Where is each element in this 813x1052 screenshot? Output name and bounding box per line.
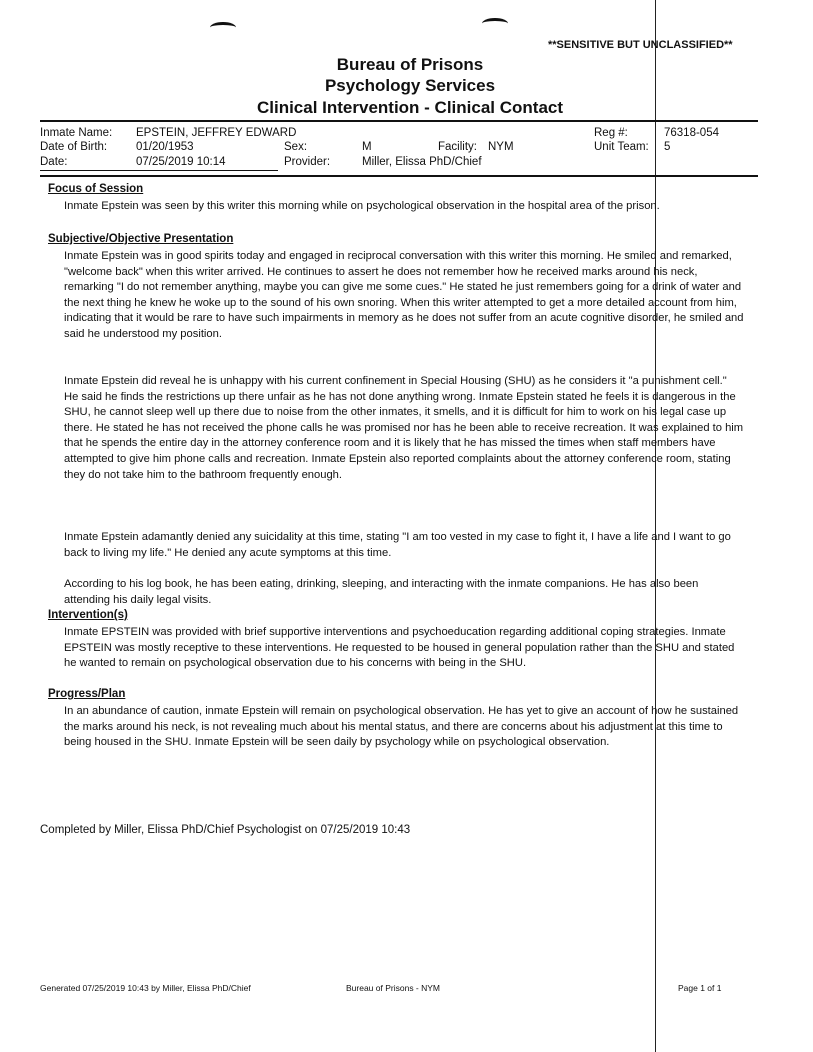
- scan-artifact-left: [210, 22, 236, 33]
- name-label: Inmate Name:: [40, 127, 113, 139]
- dob-label: Date of Birth:: [40, 141, 108, 153]
- reg-number: 76318-054: [664, 127, 719, 139]
- sex-label: Sex:: [284, 141, 308, 153]
- session-date: 07/25/2019 10:14: [136, 156, 226, 168]
- section-title-subjective: Subjective/Objective Presentation: [48, 233, 234, 245]
- header-rule-bottom: [40, 175, 758, 177]
- scan-artifact-line: [655, 0, 656, 1052]
- provider-value: Miller, Elissa PhD/Chief: [362, 156, 482, 168]
- subjective-paragraph-1: Inmate Epstein was in good spirits today and engaged in reciprocal conversation with this writer this morning. He smiled and remarked, "welcome back" when this writer arrived. He continues to assert he does not remember how he received marks around his neck, remarking "I do not remember anything, maybe you can give me some cues." He stated he just remembers going for a drink of water and the next thing he knew he woke up to the sound of his own snoring. When this writer attempted to get a more detailed account from him, indicating that it would be rare to have such impairments in memory as he does not suffer from an acute cognitive disorder, he smiled and said he understood my position.: [64, 250, 744, 340]
- subjective-paragraph-4: According to his log book, he has been eating, drinking, sleeping, and interacting with the inmate companions. He has also been attending his daily legal visits.: [64, 578, 699, 606]
- provider-label: Provider:: [284, 156, 331, 168]
- intervention-paragraph: Inmate EPSTEIN was provided with brief supportive interventions and psychoeducation regarding additional coping strategies. Inmate EPSTEIN was mostly receptive to these interventions. He requested to be housed in general population rather than the SHU and stated he wanted to remain on psychological observation due to his concerns with being in the SHU.: [64, 626, 735, 670]
- sensitivity-banner: **SENSITIVE BUT UNCLASSIFIED**: [548, 39, 733, 51]
- plan-paragraph: In an abundance of caution, inmate Epstein will remain on psychological observation. He has yet to give an account of how he sustained the marks around his neck, is not revealing much about his mental status, and there are concerns about his adjustment at this time to being housed in the SHU. Inmate Epstein will be seen daily by psychology while on psychological observation.: [64, 705, 739, 749]
- subjective-paragraph-2: Inmate Epstein did reveal he is unhappy with his current confinement in Special Housing (SHU) as he considers it "a punishment cell." He said he finds the restrictions up there unfair as he has not done anything wrong. Inmate Epstein stated he feels it is dangerous in the SHU, he cannot sleep well up there due to noise from the other inmates, it smells, and it is difficult for him to work on his legal case up there. He stated he has not received the phone calls he was promised nor has he been able to receive recreation. It was explained to him that he spends the entire day in the attorney conference room and it is likely that he has missed the times when staff members have attempted to give him phone calls and recreation. Inmate Epstein also reported complaints about the attorney conference room, stating they do not take him to the bathroom frequently enough.: [64, 375, 744, 481]
- section-title-plan: Progress/Plan: [48, 688, 126, 700]
- department-title: Psychology Services: [324, 76, 496, 95]
- footer-page: Page 1 of 1: [678, 983, 722, 993]
- scan-artifact-right: [482, 18, 508, 29]
- header-rule-top: [40, 120, 758, 122]
- date-underline: [40, 170, 278, 171]
- inmate-sex: M: [362, 141, 372, 153]
- completed-by: Completed by Miller, Elissa PhD/Chief Psychologist on 07/25/2019 10:43: [40, 824, 411, 836]
- focus-paragraph: Inmate Epstein was seen by this writer this morning while on psychological observation in the hospital area of the prison.: [64, 200, 660, 212]
- unit-label: Unit Team:: [594, 141, 649, 153]
- facility-label: Facility:: [438, 141, 477, 153]
- reg-label: Reg #:: [594, 127, 628, 139]
- inmate-dob: 01/20/1953: [136, 141, 194, 153]
- inmate-name: EPSTEIN, JEFFREY EDWARD: [136, 127, 297, 139]
- unit-team: 5: [664, 141, 671, 153]
- footer-generated: Generated 07/25/2019 10:43 by Miller, Elissa PhD/Chief: [40, 983, 251, 993]
- footer-agency: Bureau of Prisons - NYM: [346, 983, 441, 993]
- section-title-intervention: Intervention(s): [48, 609, 128, 621]
- form-title: Clinical Intervention - Clinical Contact: [256, 98, 564, 117]
- agency-title: Bureau of Prisons: [336, 55, 484, 74]
- facility-value: NYM: [488, 141, 514, 153]
- section-title-focus: Focus of Session: [48, 183, 144, 195]
- date-label: Date:: [40, 156, 68, 168]
- subjective-paragraph-3: Inmate Epstein adamantly denied any suicidality at this time, stating "I am too vested in my case to fight it, I have a life and I want to go back to living my life." He denied any acute symptoms at this time.: [64, 531, 731, 559]
